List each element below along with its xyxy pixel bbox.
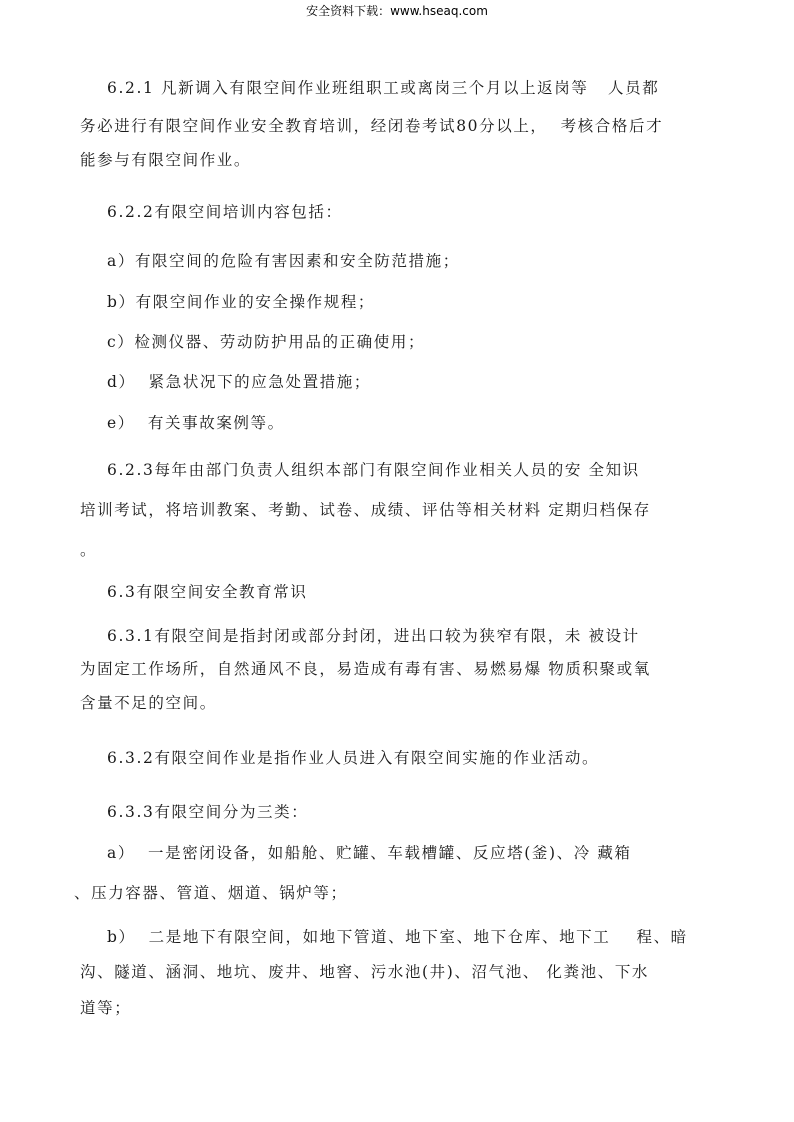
category-b-line-2: 沟、隧道、涵洞、地坑、废井、地窖、污水池(井)、沼气池、 化粪池、下水: [80, 963, 650, 981]
list-item-e: e） 有关事故案例等。: [107, 414, 285, 432]
list-item-b: b）有限空间作业的安全操作规程；: [107, 293, 376, 311]
para-6-2-1-line-1: 6.2.1 凡新调入有限空间作业班组职工或离岗三个月以上返岗等 人员都: [107, 79, 660, 97]
category-a-line-1: a） 一是密闭设备，如船舱、贮罐、车载槽罐、反应塔(釜)、冷 藏箱: [107, 844, 632, 862]
page-header: 安全资料下载：www.hseaq.com: [306, 4, 488, 18]
para-6-2-3-line-1: 6.2.3每年由部门负责人组织本部门有限空间作业相关人员的安 全知识: [107, 461, 640, 479]
para-6-2-3-line-2: 培训考试，将培训教案、考勤、试卷、成绩、评估等相关材料 定期归档保存: [80, 501, 651, 519]
section-6-3-3-title: 6.3.3有限空间分为三类：: [107, 803, 309, 821]
para-6-3-2: 6.3.2有限空间作业是指作业人员进入有限空间实施的作业活动。: [107, 749, 600, 767]
section-6-3-title: 6.3有限空间安全教育常识: [107, 583, 308, 601]
category-b-line-3: 道等；: [80, 999, 132, 1017]
para-6-3-1-line-2: 为固定工作场所，自然通风不良，易造成有毒有害、易燃易爆 物质积聚或氧: [80, 660, 651, 678]
section-6-2-2-title: 6.2.2有限空间培训内容包括：: [107, 203, 343, 221]
list-item-a: a）有限空间的危险有害因素和安全防范措施；: [107, 252, 460, 270]
list-item-d: d） 紧急状况下的应急处置措施；: [107, 373, 371, 391]
list-item-c: c）检测仪器、劳动防护用品的正确使用；: [107, 333, 426, 351]
category-a-line-2: 、压力容器、管道、烟道、锅炉等；: [74, 884, 348, 902]
para-6-2-3-line-3: 。: [80, 541, 98, 559]
para-6-2-1-line-3: 能参与有限空间作业。: [80, 151, 252, 169]
para-6-3-1-line-3: 含量不足的空间。: [80, 694, 217, 712]
para-6-3-1-line-1: 6.3.1有限空间是指封闭或部分封闭，进出口较为狭窄有限，未 被设计: [107, 627, 640, 645]
para-6-2-1-line-2: 务必进行有限空间作业安全教育培训，经闭卷考试80分以上， 考核合格后才: [80, 117, 664, 135]
category-b-line-1: b） 二是地下有限空间，如地下管道、地下室、地下仓库、地下工 程、暗: [107, 928, 688, 946]
